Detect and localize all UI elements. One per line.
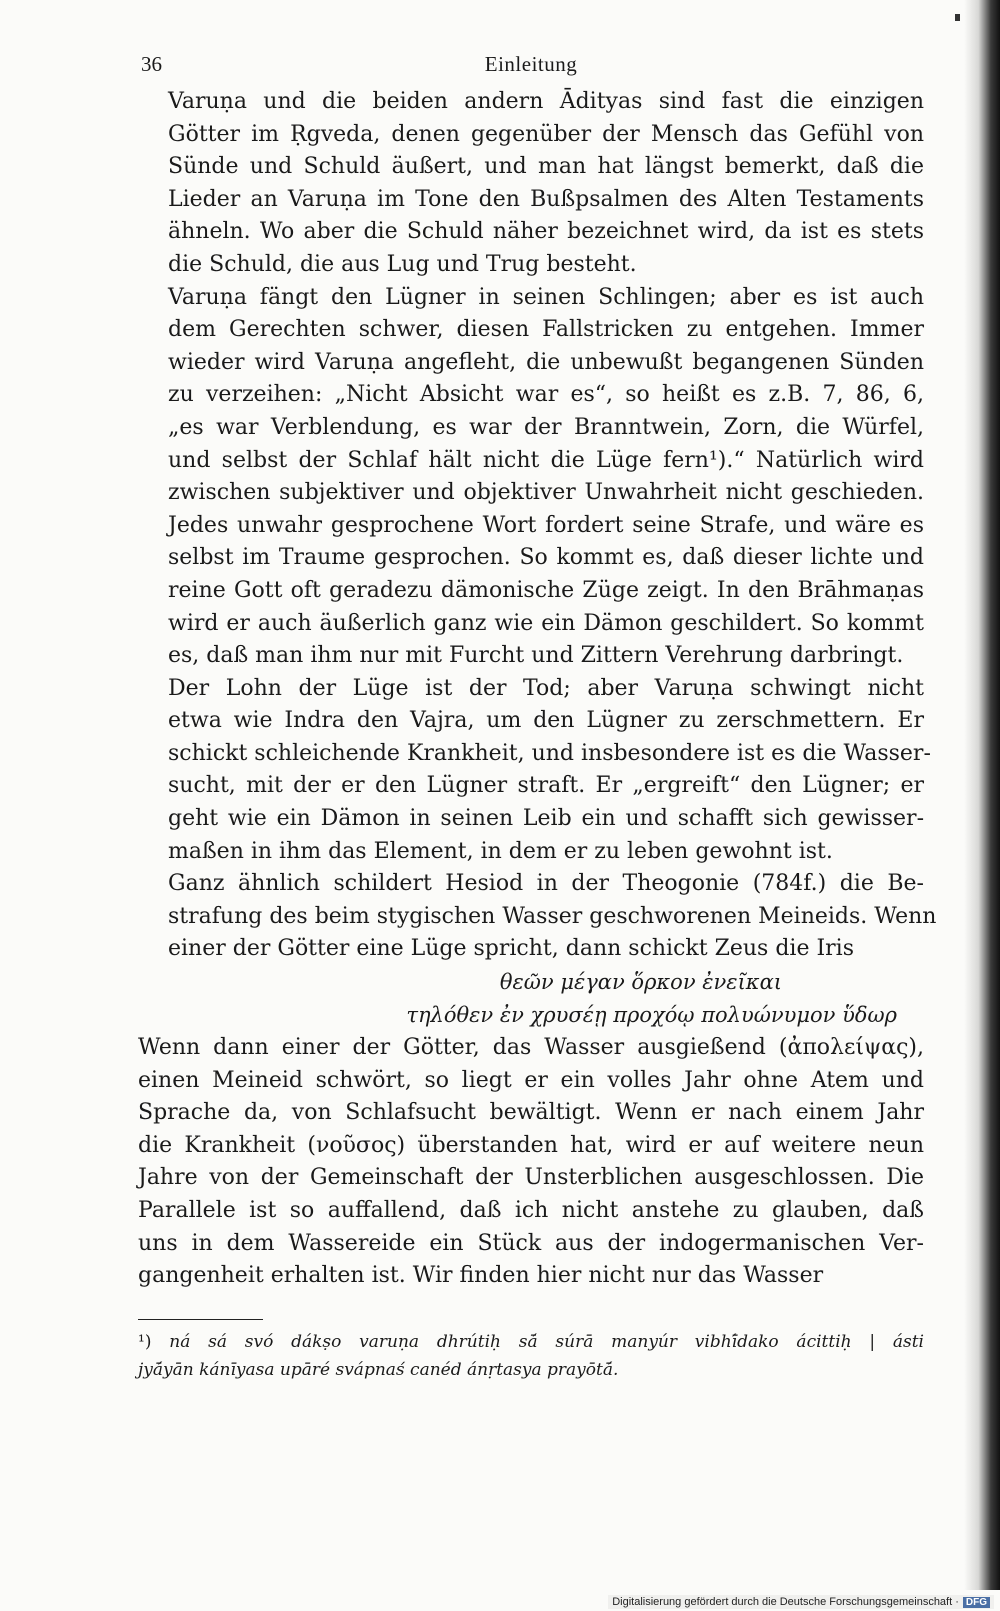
running-title: Einleitung: [484, 52, 578, 76]
text-line: Sünde und Schuld äußert, und man hat längst bemerkt, daß die: [168, 154, 924, 180]
text-line: wieder wird Varuṇa angefleht, die unbewußt begangenen Sünden: [168, 349, 924, 375]
text-line: gangenheit erhalten ist. Wir finden hier nicht nur das Wasser: [138, 1263, 824, 1289]
text-line: uns in dem Wassereide ein Stück aus der indogermanischen Ver-: [138, 1230, 924, 1256]
greek-line: θεῶν μέγαν ὅρκον ἐνεῖκαι: [499, 970, 782, 995]
text-line: Der Lohn der Lüge ist der Tod; aber Varuṇa schwingt nicht: [168, 675, 924, 701]
text-line: die Schuld, die aus Lug und Trug besteht.: [168, 251, 637, 277]
text-line: Wenn dann einer der Götter, das Wasser ausgießend (ἀπολείψας),: [138, 1035, 924, 1061]
footnote-rule: [138, 1319, 263, 1320]
body-text-continued: [138, 1032, 924, 1293]
paragraph: [138, 868, 937, 966]
running-header: [138, 52, 924, 86]
text-line: schickt schleichende Krankheit, und insbesondere ist es die Wasser-: [168, 740, 931, 766]
page-number: 36: [141, 52, 162, 76]
credit-text: Digitalisierung gefördert durch die Deutsche Forschungsgemeinschaft ·: [612, 1596, 959, 1608]
text-line: Sprache da, von Schlafsucht bewältigt. Wenn er nach einem Jahr: [138, 1100, 924, 1126]
footnote-text: ná sá svó dákṣo varuṇa dhrútiḥ sā́ súrā manyúr vibhī́dako ácittiḥ | ásti: [169, 1331, 924, 1352]
paragraph: [138, 1032, 924, 1293]
text-line: „es war Verblendung, es war der Branntwein, Zorn, die Würfel,: [168, 414, 924, 440]
text-line: Jahre von der Gemeinschaft der Unsterblichen ausgeschlossen. Die: [138, 1165, 924, 1191]
greek-line: τηλόθεν ἐν χρυσέῃ προχόῳ πολυώνυμον ὕδωρ: [406, 1003, 897, 1028]
paragraph: [138, 86, 924, 282]
paragraph: [138, 282, 924, 673]
page-content: [138, 52, 937, 1384]
text-line: es, daß man ihm nur mit Furcht und Zittern Verehrung darbringt.: [168, 643, 904, 669]
text-line: Götter im Ṛgveda, denen gegenüber der Mensch das Gefühl von: [168, 121, 924, 147]
text-line: zwischen subjektiver und objektiver Unwahrheit nicht geschieden.: [168, 480, 924, 506]
text-line: und selbst der Schlaf hält nicht die Lüge fern¹).“ Natürlich wird: [168, 447, 924, 473]
text-line: Jedes unwahr gesprochene Wort fordert seine Strafe, und wäre es: [168, 512, 924, 538]
text-line: Varuṇa fängt den Lügner in seinen Schlingen; aber es ist auch: [168, 284, 924, 310]
body-text: [138, 86, 937, 966]
text-line: wird er auch äußerlich ganz wie ein Dämon geschildert. So kommt: [168, 610, 924, 636]
text-line: einen Meineid schwört, so liegt er ein volles Jahr ohne Atem und: [138, 1067, 924, 1093]
text-line: Varuṇa und die beiden andern Ādityas sind fast die einzigen: [168, 89, 924, 114]
text-line: Parallele ist so auffallend, daß ich nicht anstehe zu glauben, daß: [138, 1198, 924, 1223]
text-line: reine Gott oft geradezu dämonische Züge zeigt. In den Brāhmaṇas: [168, 577, 924, 603]
text-line: selbst im Traume gesprochen. So kommt es, daß dieser lichte und: [168, 545, 924, 571]
footnote-line: jyā́yān kánīyasa upāré svápnaś canéd ánṛtasya prayōtā́.: [138, 1359, 619, 1380]
text-line: sucht, mit der er den Lügner straft. Er „ergreift“ den Lügner; er: [168, 773, 924, 799]
text-line: strafung des beim stygischen Wasser geschworenen Meineids. Wenn: [168, 903, 937, 929]
footnote-line: [138, 1328, 924, 1356]
text-line: die Krankheit (νοῦσος) überstanden hat, wird er auf weitere neun: [138, 1132, 924, 1158]
digitization-credit: [608, 1595, 994, 1609]
greek-quotation: [138, 966, 924, 1032]
dfg-logo: DFG: [963, 1597, 990, 1608]
text-line: geht wie ein Dämon in seinen Leib ein und schafft sich gewisser-: [168, 806, 924, 832]
footnote-mark: ¹): [138, 1331, 152, 1352]
footnote: [138, 1328, 924, 1384]
paragraph: [138, 673, 931, 869]
text-line: ähneln. Wo aber die Schuld näher bezeichnet wird, da ist es stets: [168, 219, 924, 245]
text-line: maßen in ihm das Element, in dem er zu leben gewohnt ist.: [168, 838, 833, 864]
text-line: Lieder an Varuṇa im Tone den Bußpsalmen des Alten Testaments: [168, 186, 924, 212]
text-line: dem Gerechten schwer, diesen Fallstricken zu entgehen. Immer: [168, 317, 924, 343]
text-line: etwa wie Indra den Vajra, um den Lügner zu zerschmettern. Er: [168, 708, 924, 734]
scan-mark: [955, 14, 960, 21]
text-line: zu verzeihen: „Nicht Absicht war es“, so heißt es z.B. 7, 86, 6,: [168, 382, 924, 408]
text-line: Ganz ähnlich schildert Hesiod in der Theogonie (784f.) die Be-: [168, 871, 924, 897]
page-edge-shadow: [964, 0, 1000, 1590]
text-line: einer der Götter eine Lüge spricht, dann schickt Zeus die Iris: [168, 936, 855, 962]
